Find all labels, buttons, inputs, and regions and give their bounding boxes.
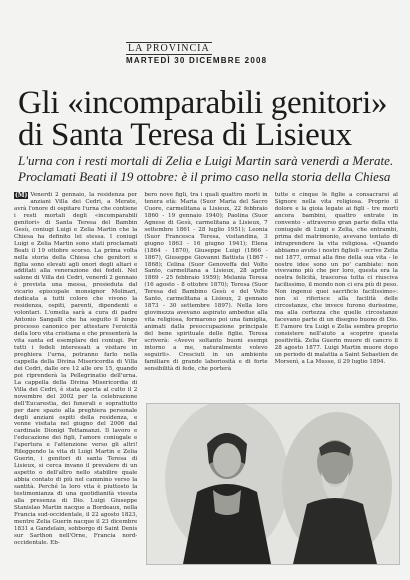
portrait-image — [147, 404, 399, 564]
article-column-1 — [14, 192, 137, 577]
column-3-text: tutte e cinque le figlie a consacrarsi al Signore nella vita religiosa. Proprio il dolore e la gioia legate ai figli - tre morti ancora bambini, quattro entrate in convento - attraverso gran parte della vita coniugale di Luigi e Zelia, che entrambi, prima del matrimonio, avevano tentato di intraprendere la vita religiosa. «Quando abbiamo avuto i nostri figlioli - scrive Zelia nel 1877, ormai alla fine della sua vita - le nostre idee sono un po' cambiate: non vivevamo più che per loro, questa era la nostra felicità, trascorsa tutta ci riusciva facilissimo, il mondo non ci era più di peso. Non ingenui quei sacrificio facilissimo»: non si riferisce alla facilità delle circostanze, che invece furono durissime, ma alla certezza che quelle circostanze facevano parte di un disegno buono di Dio. E l'amore tra Luigi e Zelia sembra proprio consistere nell'aiuto a scoprire questa positività. Zelia Guerin muore di cancro il 28 agosto 1877. Luigi Martin muore dopo un periodo di malattia a Saint Sebastien de Morsenì, a La Musse, il 29 luglio 1894. — [274, 192, 398, 365]
column-2-text: bero nove figli, tra i quali quattro morti in tenera età: Maria (Suor Maria del Sacro Cuore, carmelitana a Lisieux, 22 febbraio 1860 - 19 gennaio 1940); Paolina (Suor Agnese di Gesù, carmelitana a Lisieux, 7 settembre 1861 - 28 luglio 1951); Leonia (Suor Francesca Teresa, visitandina, 3 giugno 1863 - 16 giugno 1941); Elena (1864 - 1870), Giuseppe Luigi (1866 - 1867), Giuseppe Giovanni Battista (1867 - 1868); Celina (Suor Genoveffa del Volto Santo, carmelitana a Lisieux, 28 aprile 1869 - 25 febbraio 1959); Melania Teresa (16 agosto - 8 ottobre 1870); Teresa (Suor Teresa del Bambino Gesù e del Volto Santo, carmelitana a Lisieux, 2 gennaio 1873 - 30 settembre 1897). Nella loro giovinezza avevano aspirato ambedue alla vita religiosa, formarono poi una famiglia, animati dalla preoccupazione principale del bene spirituale delle figlie. Teresa scriverà: «Avevo soltanto buoni esempi intorno a me, naturalmente volevo seguirli». Cresciuti in un ambiente familiare di grande laboriosità e di forte sensibilità di fede, che porterà — [144, 192, 268, 372]
masthead — [126, 36, 276, 65]
publication-date: MARTEDÌ 30 DICEMBRE 2008 — [126, 56, 268, 65]
headline-line-1: Gli «incomparabili genitori» — [18, 85, 388, 121]
headline-line-2: di Santa Teresa di Lisieux — [18, 117, 352, 153]
column-1-text: Venerdì 2 gennaio, la residenza per anziani Villa dei Cedri, a Merate, avrà l'onore di ospitare l'urna che contiene i resti mortali degli «incomparabili genitori» di Santa Teresa del Bambin Gesù, coniugi Luigi e Zelia Martin che la Chiesa ha definito lei stessa. I coniugi Luigi e Zelia Martin sono stati proclamati Beati il 19 ottobre scorso. La prima volta nella storia della Chiesa che genitori e figlia sono elevati agli onori degli altari e additati alla venerazione dei fedeli. Nel salone di Villa dei Cedri, venerdì 2 gennaio è prevista una messa, presieduta dal vicario episcopale monsignor Molinari, dedicata a tutti coloro che vivono la residenza, ospiti, parenti, dipendenti e volontari. L'omelia sarà a cura di padre Antonio Sangalli che ha seguito il lungo processo canonico per attestare l'eroicità della loro vita cristiana e che presenterà la vita santa ed esemplare dei coniugi. Per tutti i fedeli interessati a visitare in preghiera l'urna, potranno farlo nella cappella della Divina Misericordia di Villa dei Cedri, dalle ore 12 alle ore 15, quando poi riprenderà la Pellegrinatio dell'urna. La cappella della Divina Misericordia di Villa dei Cedri, è stata aperta al culto il 2 novembre del 2002 per la celebrazione dell'Eucarestia, dei funerali e soprattutto per dare spazio alla preghiera personale degli anziani ospiti della residenza, e venne visitata nel giugno del 2006 dal cardinale Dionigi Tettamanzi. Il lavoro e l'educazione dei figli, l'amore coniugale e l'apertura e l'attenzione verso gli altri! Rileggendo la vita di Luigi Martin e Zelia Guerin, i genitori di santa Teresa di Lisieux, si cerca invano il prevalere di un aspetto o dell'altro nello stabilire quale abbia contato di più nel cammino verso la santità. Perché la loro vita è piuttosto la testimonianza di una quotidianità vissuta alla presenza di Dio. Luigi Giuseppe Stanislao Martin nacque a Bordeaux, nella Francia sud-occidentale, il 22 agosto 1823, mentre Zelia Guerin nacque il 23 dicembre 1831 a Gandelain, sobborgo di Saint Denis sur Sarthon nell'Orne, Francia nord-occidentale. Eb- — [14, 192, 138, 546]
drop-cap: (M) — [15, 192, 28, 199]
subheadline: L'urna con i resti mortali di Zelia e Luigi Martin sarà venerdì a Merate. Proclamati Beati il 19 ottobre: è il primo caso nella storia della Chiesa — [18, 153, 394, 184]
portrait-photo — [146, 403, 400, 565]
publication-name: LA PROVINCIA — [128, 43, 210, 54]
